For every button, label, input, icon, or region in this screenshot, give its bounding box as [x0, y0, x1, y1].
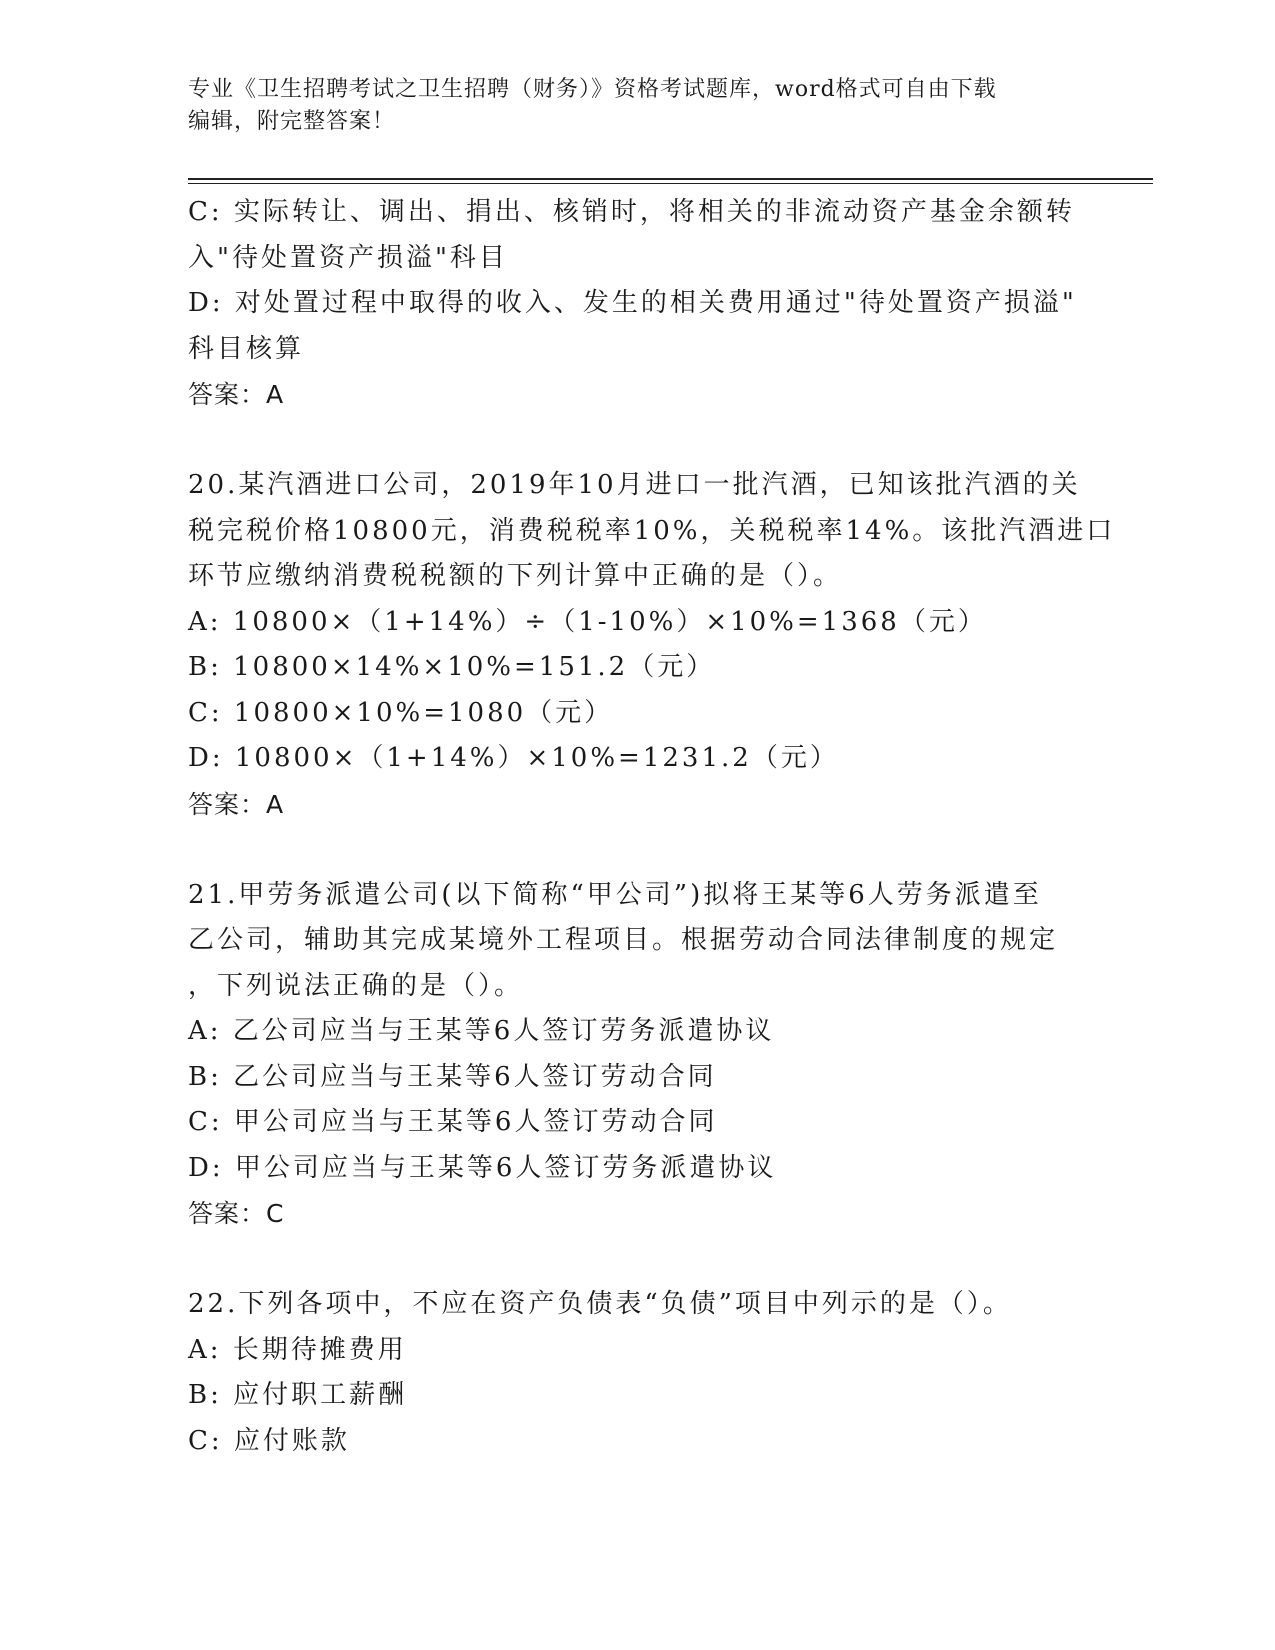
question-content	[188, 190, 1116, 1464]
option-c: C: 10800×10%=1080（元）	[188, 697, 614, 728]
question-stem-line: 21.甲劳务派遣公司(以下简称“甲公司”)拟将王某等6人劳务派遣至	[188, 879, 1042, 910]
header-rule-thick	[188, 178, 1153, 180]
option-a: A: 长期待摊费用	[188, 1334, 407, 1365]
question-stem-line: 乙公司，辅助其完成某境外工程项目。根据劳动合同法律制度的规定	[188, 925, 1059, 955]
continued-question	[188, 190, 1088, 418]
question-20	[188, 463, 1116, 827]
answer-line: 答案：C	[188, 1199, 285, 1228]
header-line-1: 专业《卫生招聘考试之卫生招聘（财务）》资格考试题库，word格式可自由下载	[188, 77, 997, 102]
question-stem-line: ，下列说法正确的是（）。	[188, 970, 524, 1001]
option-line: C: 实际转让、调出、捐出、核销时，将相关的非流动资产基金余额转	[188, 197, 1075, 227]
question-22	[188, 1282, 1088, 1464]
option-line: 入"待处置资产损溢"科目	[188, 242, 508, 273]
option-c: C: 应付账款	[188, 1425, 350, 1456]
spacer	[188, 827, 1088, 873]
answer-line: 答案：A	[188, 789, 285, 819]
header-line-2: 编辑，附完整答案！	[188, 109, 396, 134]
answer-line: 答案：A	[188, 380, 285, 409]
option-c: C: 甲公司应当与王某等6人签订劳动合同	[188, 1107, 718, 1137]
question-stem-line: 20.某汽酒进口公司，2019年10月进口一批汽酒，已知该批汽酒的关	[188, 470, 1081, 500]
option-b: B: 10800×14%×10%=151.2（元）	[188, 652, 716, 682]
option-a: A: 10800×（1+14%）÷（1-10%）×10%=1368（元）	[188, 606, 987, 637]
question-stem-line: 环节应缴纳消费税税额的下列计算中正确的是（）。	[188, 561, 843, 591]
option-d: D: 甲公司应当与王某等6人签订劳务派遣协议	[188, 1152, 777, 1183]
spacer	[188, 418, 1088, 464]
option-d: D: 10800×（1+14%）×10%=1231.2（元）	[188, 743, 839, 773]
question-stem-line: 税完税价格10800元，消费税税率10%，关税税率14%。该批汽酒进口	[188, 515, 1116, 546]
option-b: B: 应付职工薪酬	[188, 1380, 408, 1410]
option-line: 科目核算	[188, 333, 305, 364]
option-a: A: 乙公司应当与王某等6人签订劳务派遣协议	[188, 1016, 775, 1046]
option-line: D: 对处置过程中取得的收入、发生的相关费用通过"待处置资产损溢"	[188, 288, 1077, 318]
document-header	[188, 74, 1068, 138]
question-21	[188, 873, 1088, 1237]
option-b: B: 乙公司应当与王某等6人签订劳动合同	[188, 1061, 717, 1092]
header-rule-thin	[188, 183, 1153, 184]
question-stem-line: 22.下列各项中，不应在资产负债表“负债”项目中列示的是（）。	[188, 1289, 1012, 1319]
spacer	[188, 1237, 1088, 1283]
